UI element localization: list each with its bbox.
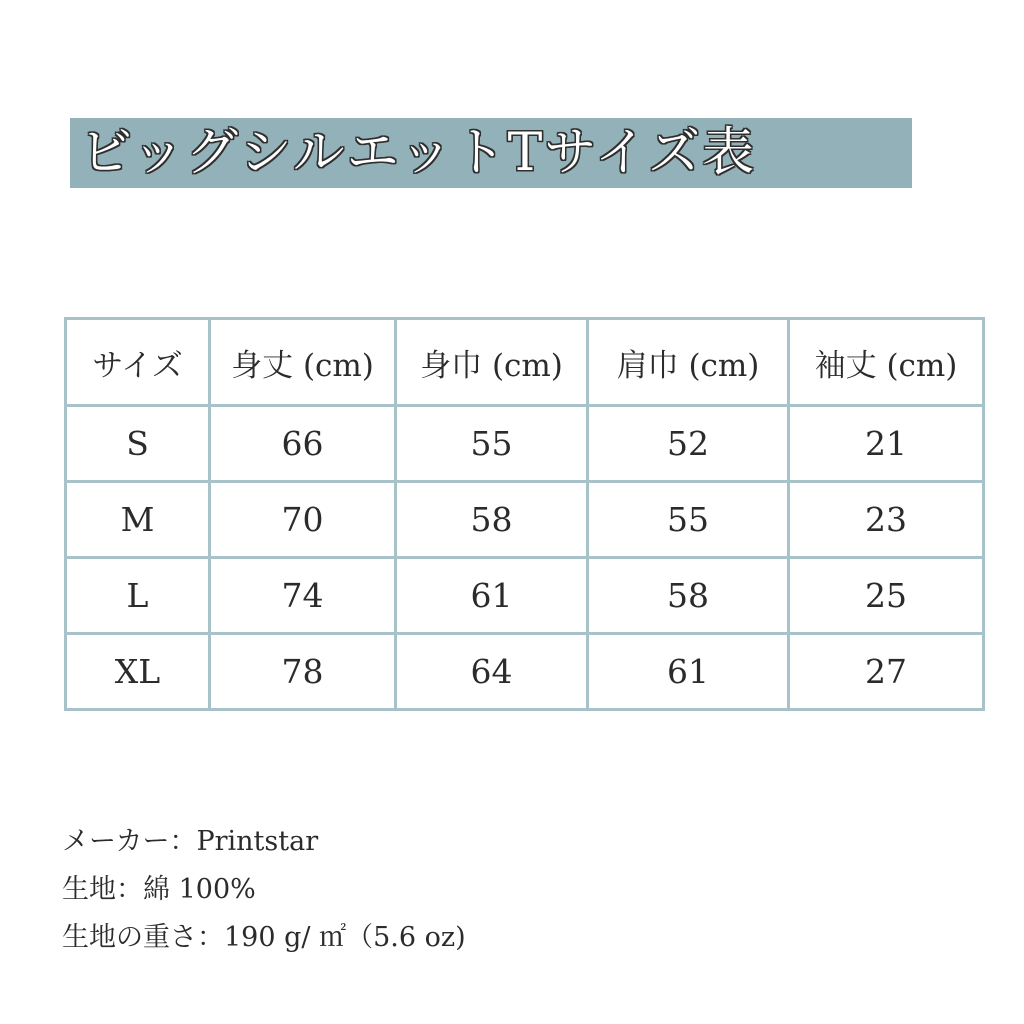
cell-shoulder-width: 58 [588, 558, 789, 634]
cell-sleeve-length: 27 [789, 634, 984, 710]
table-row [66, 406, 984, 482]
header-body-width: 身巾 (cm) [396, 319, 588, 406]
cell-size: S [66, 406, 210, 482]
cell-size: M [66, 482, 210, 558]
material-note: 生地：綿 100% [62, 874, 256, 905]
cell-sleeve-length: 21 [789, 406, 984, 482]
cell-body-width: 55 [396, 406, 588, 482]
header-size: サイズ [66, 319, 210, 406]
maker-note: メーカー：Printstar [62, 826, 319, 857]
cell-shoulder-width: 55 [588, 482, 789, 558]
table-header-row [66, 319, 984, 406]
product-notes [62, 818, 466, 962]
cell-sleeve-length: 23 [789, 482, 984, 558]
page-title: ビッグシルエットTサイズ表 [80, 123, 757, 183]
cell-sleeve-length: 25 [789, 558, 984, 634]
cell-body-length: 66 [210, 406, 396, 482]
cell-body-length: 70 [210, 482, 396, 558]
cell-body-width: 58 [396, 482, 588, 558]
header-shoulder-width: 肩巾 (cm) [588, 319, 789, 406]
cell-size: L [66, 558, 210, 634]
header-sleeve-length: 袖丈 (cm) [789, 319, 984, 406]
table-row [66, 558, 984, 634]
table-row [66, 482, 984, 558]
header-body-length: 身丈 (cm) [210, 319, 396, 406]
weight-note: 生地の重さ：190 g/ ㎡（5.6 oz) [62, 922, 466, 953]
cell-shoulder-width: 61 [588, 634, 789, 710]
table-row [66, 634, 984, 710]
cell-body-width: 64 [396, 634, 588, 710]
size-table [64, 317, 985, 711]
cell-body-length: 78 [210, 634, 396, 710]
cell-body-length: 74 [210, 558, 396, 634]
cell-shoulder-width: 52 [588, 406, 789, 482]
cell-body-width: 61 [396, 558, 588, 634]
cell-size: XL [66, 634, 210, 710]
